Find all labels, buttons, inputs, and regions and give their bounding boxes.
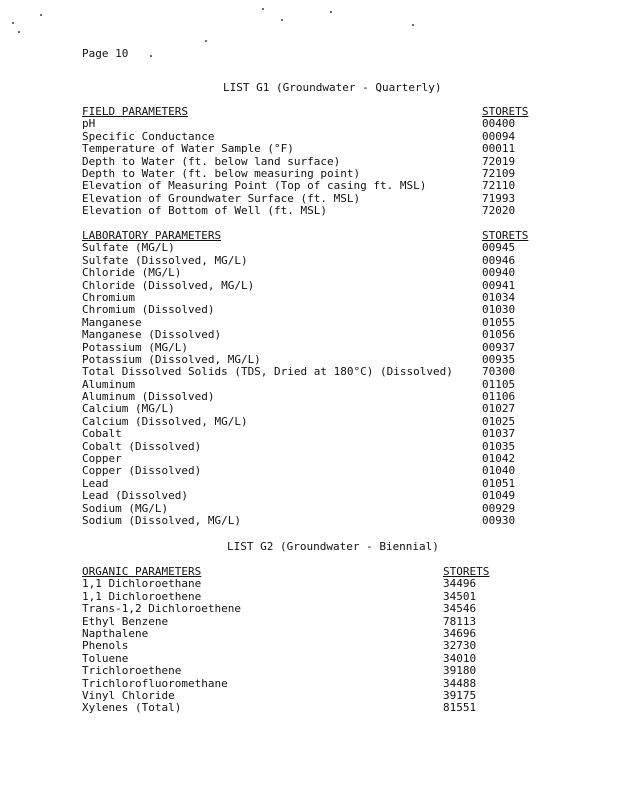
storet-code: 01030 — [482, 303, 516, 317]
parameter-name: Depth to Water (ft. below land surface) — [82, 154, 341, 168]
storet-code: 01056 — [482, 328, 516, 342]
storet-code: 01051 — [482, 476, 516, 490]
storet-code: 00094 — [482, 129, 516, 143]
storet-code: 00945 — [482, 241, 516, 255]
parameter-name: Specific Conductance — [82, 129, 215, 143]
parameter-name: Depth to Water (ft. below measuring point) — [82, 166, 361, 180]
storet-code: 72020 — [482, 204, 516, 218]
parameter-name: Sulfate (Dissolved, MG/L) — [82, 253, 248, 267]
storet-code: 01105 — [482, 377, 516, 391]
storet-code: 01049 — [482, 489, 516, 503]
storet-code: 01034 — [482, 290, 516, 304]
parameter-name: Elevation of Bottom of Well (ft. MSL) — [82, 204, 328, 218]
parameter-name: Sulfate (MG/L) — [82, 241, 175, 255]
parameter-name: Phenols — [82, 639, 129, 653]
parameter-name: Copper (Dissolved) — [82, 464, 202, 478]
parameter-name: Manganese — [82, 315, 142, 329]
storet-code: 01042 — [482, 452, 516, 466]
organic-parameters-header: ORGANIC PARAMETERS — [82, 565, 202, 578]
parameter-name: Calcium (Dissolved, MG/L) — [82, 414, 248, 428]
scan-speck — [262, 8, 264, 10]
storet-code: 01037 — [482, 427, 516, 441]
storet-code: 00929 — [482, 501, 516, 515]
storet-code: 01027 — [482, 402, 516, 416]
parameter-name: Napthalene — [82, 626, 149, 640]
parameter-name: Chromium (Dissolved) — [82, 303, 215, 317]
storet-code: 34546 — [443, 602, 477, 616]
storet-code: 78113 — [443, 614, 477, 628]
parameter-name: Lead (Dissolved) — [82, 489, 188, 503]
parameter-name: Aluminum (Dissolved) — [82, 390, 215, 404]
page-number: Page 10 — [82, 47, 129, 60]
storet-code: 39180 — [443, 664, 477, 678]
parameter-name: Total Dissolved Solids (TDS, Dried at 180°C) (Dissolved) — [82, 365, 453, 379]
parameter-name: Xylenes (Total) — [82, 701, 182, 715]
scan-speck — [281, 19, 283, 21]
storet-code: 34496 — [443, 577, 477, 591]
storet-code: 00400 — [482, 117, 516, 131]
storet-code: 71993 — [482, 191, 516, 205]
storets-header: STORETS — [443, 565, 490, 578]
parameter-name: Sodium (MG/L) — [82, 501, 169, 515]
parameter-name: Sodium (Dissolved, MG/L) — [82, 513, 241, 527]
storet-code: 00930 — [482, 513, 516, 527]
storet-code: 34488 — [443, 676, 477, 690]
parameter-name: 1,1 Dichloroethane — [82, 577, 202, 591]
storet-code: 34501 — [443, 589, 477, 603]
storet-code: 70300 — [482, 365, 516, 379]
parameter-name: Chromium — [82, 290, 135, 304]
list-g1-title: LIST G1 (Groundwater - Quarterly) — [223, 81, 442, 94]
storet-code: 00941 — [482, 278, 516, 292]
storet-code: 72110 — [482, 179, 516, 193]
parameter-name: Lead — [82, 476, 109, 490]
parameter-name: Potassium (MG/L) — [82, 340, 188, 354]
parameter-name: Temperature of Water Sample (°F) — [82, 142, 294, 156]
storet-code: 00011 — [482, 142, 516, 156]
parameter-name: Toluene — [82, 651, 129, 665]
storets-header: STORETS — [482, 229, 529, 242]
storets-header: STORETS — [482, 105, 529, 118]
storet-code: 00940 — [482, 266, 516, 280]
parameter-name: Manganese (Dissolved) — [82, 328, 222, 342]
scan-speck — [40, 14, 42, 16]
parameter-name: 1,1 Dichloroethene — [82, 589, 202, 603]
storet-code: 01035 — [482, 439, 516, 453]
storet-code: 01025 — [482, 414, 516, 428]
storet-code: 34696 — [443, 626, 477, 640]
storet-code: 81551 — [443, 701, 477, 715]
parameter-name: Trans-1,2 Dichloroethene — [82, 602, 241, 616]
storet-code: 34010 — [443, 651, 477, 665]
parameter-name: Ethyl Benzene — [82, 614, 169, 628]
parameter-name: Vinyl Chloride — [82, 688, 175, 702]
parameter-name: Copper — [82, 452, 122, 466]
parameter-name: Chloride (MG/L) — [82, 266, 182, 280]
storet-code: 00935 — [482, 352, 516, 366]
storet-code: 32730 — [443, 639, 477, 653]
parameter-name: Elevation of Measuring Point (Top of casing ft. MSL) — [82, 179, 427, 193]
storet-code: 39175 — [443, 688, 477, 702]
laboratory-parameters-header: LABORATORY PARAMETERS — [82, 229, 222, 242]
parameter-name: Potassium (Dissolved, MG/L) — [82, 352, 261, 366]
parameter-name: Calcium (MG/L) — [82, 402, 175, 416]
storet-code: 01040 — [482, 464, 516, 478]
storet-code: 72109 — [482, 166, 516, 180]
storet-code: 01055 — [482, 315, 516, 329]
parameter-name: Aluminum — [82, 377, 135, 391]
scan-speck — [330, 11, 332, 13]
storet-code: 00937 — [482, 340, 516, 354]
parameter-name: Elevation of Groundwater Surface (ft. MSL) — [82, 191, 361, 205]
parameter-name: Chloride (Dissolved, MG/L) — [82, 278, 255, 292]
parameter-name: Cobalt — [82, 427, 122, 441]
scan-speck — [150, 55, 152, 57]
storet-code: 72019 — [482, 154, 516, 168]
storet-code: 00946 — [482, 253, 516, 267]
parameter-name: Trichloroethene — [82, 664, 182, 678]
list-g2-title: LIST G2 (Groundwater - Biennial) — [227, 540, 439, 553]
scan-speck — [412, 24, 414, 26]
scan-speck — [18, 31, 20, 33]
field-parameters-header: FIELD PARAMETERS — [82, 105, 188, 118]
scan-speck — [12, 22, 14, 24]
scan-speck — [205, 40, 207, 42]
parameter-name: pH — [82, 117, 96, 131]
storet-code: 01106 — [482, 390, 516, 404]
parameter-name: Trichlorofluoromethane — [82, 676, 228, 690]
parameter-name: Cobalt (Dissolved) — [82, 439, 202, 453]
